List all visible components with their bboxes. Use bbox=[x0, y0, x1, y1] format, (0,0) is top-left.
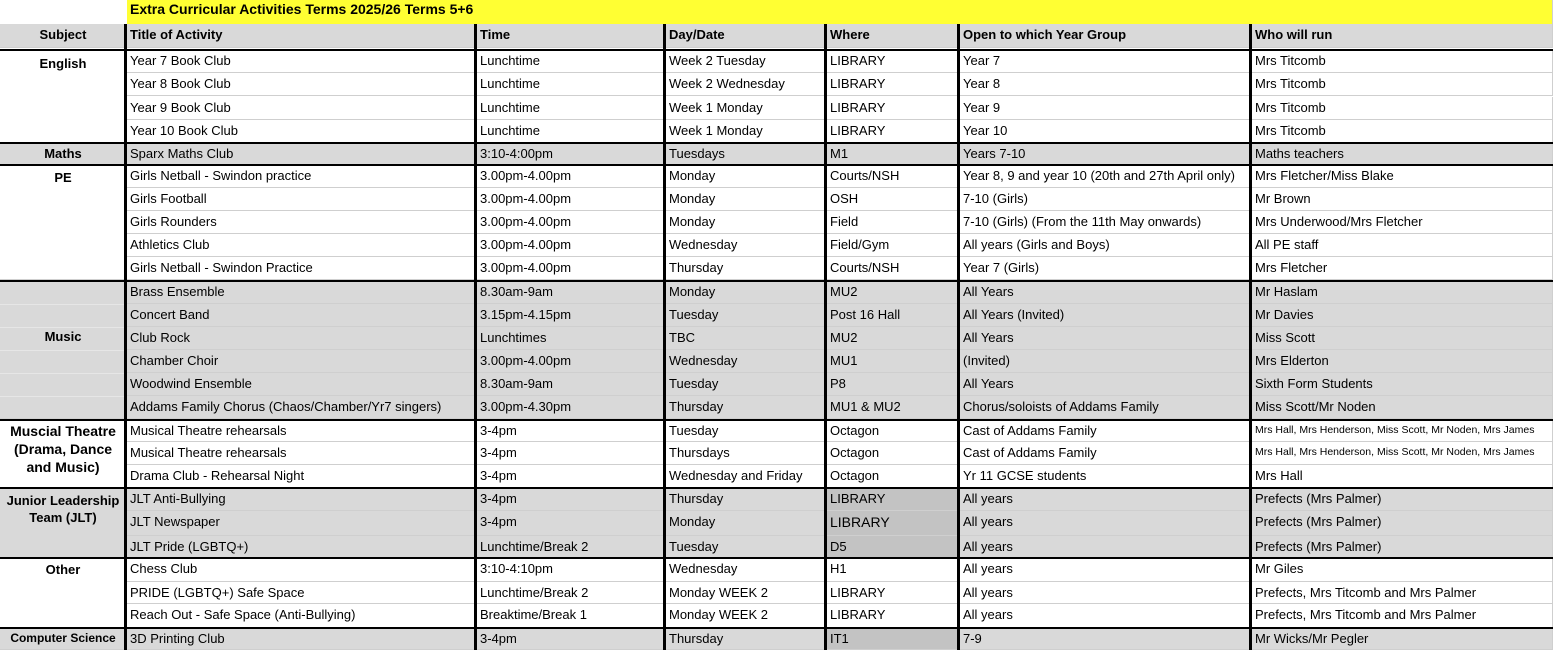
cell-year-group[interactable]: Yr 11 GCSE students bbox=[960, 465, 1252, 488]
cell-run-by[interactable]: Mr Brown bbox=[1252, 188, 1553, 211]
cell-day[interactable]: Week 2 Wednesday bbox=[666, 73, 827, 96]
cell-time[interactable]: 8.30am-9am bbox=[477, 281, 666, 304]
cell-time[interactable]: 3.00pm-4.00pm bbox=[477, 257, 666, 280]
cell-activity-title[interactable]: Sparx Maths Club bbox=[127, 143, 477, 165]
cell-activity-title[interactable]: Girls Rounders bbox=[127, 211, 477, 234]
cell-location[interactable]: Octagon bbox=[827, 442, 960, 465]
cell-time[interactable]: 3.00pm-4.00pm bbox=[477, 165, 666, 188]
cell-run-by[interactable]: Mr Giles bbox=[1252, 558, 1553, 582]
cell-run-by[interactable]: Mrs Titcomb bbox=[1252, 50, 1553, 73]
cell-time[interactable]: 3-4pm bbox=[477, 488, 666, 511]
corner-cell[interactable] bbox=[0, 0, 127, 24]
cell-location[interactable]: Octagon bbox=[827, 465, 960, 488]
cell-year-group[interactable]: 7-9 bbox=[960, 628, 1252, 650]
sheet-title[interactable]: Extra Curricular Activities Terms 2025/26 Terms 5+6 bbox=[127, 0, 1553, 24]
group-divider bbox=[0, 557, 1553, 559]
cell-activity-title[interactable]: JLT Anti-Bullying bbox=[127, 488, 477, 511]
cell-location[interactable]: Courts/NSH bbox=[827, 165, 960, 188]
music-row-divider bbox=[0, 396, 127, 397]
subject-other[interactable]: Other bbox=[0, 558, 127, 628]
cell-activity-title[interactable]: Year 10 Book Club bbox=[127, 120, 477, 143]
subject-theatre-line: Muscial Theatre bbox=[10, 423, 116, 439]
cell-year-group[interactable]: All years (Girls and Boys) bbox=[960, 234, 1252, 257]
cell-day[interactable]: Monday bbox=[666, 188, 827, 211]
cell-run-by[interactable]: Mrs Titcomb bbox=[1252, 120, 1553, 143]
cell-activity-title[interactable]: Girls Netball - Swindon practice bbox=[127, 165, 477, 188]
header-day[interactable]: Day/Date bbox=[666, 24, 827, 48]
cell-run-by[interactable]: Mr Haslam bbox=[1252, 281, 1553, 304]
group-divider bbox=[0, 419, 1553, 421]
music-row-divider bbox=[0, 373, 127, 374]
header-activity-title[interactable]: Title of Activity bbox=[127, 24, 477, 48]
cell-location[interactable]: MU2 bbox=[827, 327, 960, 350]
cell-location[interactable]: Field bbox=[827, 211, 960, 234]
cell-time[interactable]: Lunchtimes bbox=[477, 327, 666, 350]
cell-year-group[interactable]: Year 9 bbox=[960, 97, 1252, 120]
cell-location[interactable]: LIBRARY bbox=[827, 604, 960, 628]
cell-run-by[interactable]: Mrs Hall, Mrs Henderson, Miss Scott, Mr Noden, Mrs James bbox=[1252, 442, 1553, 465]
cell-day[interactable]: Tuesday bbox=[666, 373, 827, 396]
cell-location[interactable]: M1 bbox=[827, 143, 960, 165]
subject-theatre[interactable] bbox=[0, 420, 127, 488]
cell-year-group[interactable]: All years bbox=[960, 604, 1252, 628]
cell-time[interactable]: 3-4pm bbox=[477, 442, 666, 465]
cell-year-group[interactable]: Year 10 bbox=[960, 120, 1252, 143]
subject-cs[interactable]: Computer Science bbox=[0, 628, 127, 650]
cell-day[interactable]: Wednesday bbox=[666, 558, 827, 582]
group-divider bbox=[0, 487, 1553, 489]
cell-day[interactable]: Thursdays bbox=[666, 442, 827, 465]
cell-day[interactable]: Thursday bbox=[666, 396, 827, 419]
cell-activity-title[interactable]: Athletics Club bbox=[127, 234, 477, 257]
cell-location[interactable]: MU1 bbox=[827, 350, 960, 373]
cell-run-by[interactable]: Prefects (Mrs Palmer) bbox=[1252, 488, 1553, 511]
music-row-divider bbox=[0, 350, 127, 351]
cell-location[interactable]: Field/Gym bbox=[827, 234, 960, 257]
cell-activity-title[interactable]: JLT Newspaper bbox=[127, 511, 477, 536]
cell-run-by[interactable]: Maths teachers bbox=[1252, 143, 1553, 165]
cell-run-by[interactable]: Prefects (Mrs Palmer) bbox=[1252, 511, 1553, 536]
group-divider bbox=[0, 142, 1553, 144]
cell-day[interactable]: Monday WEEK 2 bbox=[666, 582, 827, 604]
subject-english[interactable]: English bbox=[0, 50, 127, 143]
cell-location[interactable]: LIBRARY bbox=[827, 582, 960, 604]
cell-time[interactable]: 3.00pm-4.00pm bbox=[477, 234, 666, 257]
cell-run-by[interactable]: Mr Wicks/Mr Pegler bbox=[1252, 628, 1553, 650]
cell-location[interactable]: Courts/NSH bbox=[827, 257, 960, 280]
cell-day[interactable]: Tuesday bbox=[666, 304, 827, 327]
cell-year-group[interactable]: 7-10 (Girls) bbox=[960, 188, 1252, 211]
cell-activity-title[interactable]: Addams Family Chorus (Chaos/Chamber/Yr7 singers) bbox=[127, 396, 477, 419]
cell-location[interactable]: LIBRARY bbox=[827, 50, 960, 73]
cell-year-group[interactable]: All years bbox=[960, 558, 1252, 582]
subject-theatre-line: (Drama, Dance bbox=[13, 441, 113, 457]
header-run-by[interactable]: Who will run bbox=[1252, 24, 1553, 48]
cell-location[interactable]: D5 bbox=[827, 536, 960, 558]
group-divider bbox=[0, 627, 1553, 629]
cell-time[interactable]: 3-4pm bbox=[477, 420, 666, 442]
cell-time[interactable]: 3:10-4:00pm bbox=[477, 143, 666, 165]
cell-day[interactable]: TBC bbox=[666, 327, 827, 350]
cell-year-group[interactable]: 7-10 (Girls) (From the 11th May onwards) bbox=[960, 211, 1252, 234]
cell-year-group[interactable]: All Years bbox=[960, 327, 1252, 350]
cell-year-group[interactable]: All years bbox=[960, 536, 1252, 558]
cell-location[interactable]: LIBRARY bbox=[827, 97, 960, 120]
cell-run-by[interactable]: Mrs Hall, Mrs Henderson, Miss Scott, Mr Noden, Mrs James bbox=[1252, 420, 1553, 442]
cell-year-group[interactable]: All years bbox=[960, 511, 1252, 536]
subject-music[interactable]: Music bbox=[0, 281, 127, 419]
cell-time[interactable]: 3.15pm-4.15pm bbox=[477, 304, 666, 327]
cell-day[interactable]: Thursday bbox=[666, 488, 827, 511]
group-divider bbox=[0, 164, 1553, 166]
cell-activity-title[interactable]: Musical Theatre rehearsals bbox=[127, 442, 477, 465]
cell-run-by[interactable]: Prefects (Mrs Palmer) bbox=[1252, 536, 1553, 558]
header-subject[interactable]: Subject bbox=[0, 24, 127, 48]
cell-activity-title[interactable]: JLT Pride (LGBTQ+) bbox=[127, 536, 477, 558]
cell-time[interactable]: 8.30am-9am bbox=[477, 373, 666, 396]
cell-location[interactable]: Octagon bbox=[827, 420, 960, 442]
cell-activity-title[interactable]: PRIDE (LGBTQ+) Safe Space bbox=[127, 582, 477, 604]
cell-run-by[interactable]: Mrs Elderton bbox=[1252, 350, 1553, 373]
cell-location[interactable]: H1 bbox=[827, 558, 960, 582]
cell-time[interactable]: 3.00pm-4.30pm bbox=[477, 396, 666, 419]
cell-year-group[interactable]: Cast of Addams Family bbox=[960, 442, 1252, 465]
cell-year-group[interactable]: Year 8, 9 and year 10 (20th and 27th April only) bbox=[960, 165, 1252, 188]
cell-day[interactable]: Monday bbox=[666, 211, 827, 234]
cell-activity-title[interactable]: Concert Band bbox=[127, 304, 477, 327]
cell-run-by[interactable]: Miss Scott/Mr Noden bbox=[1252, 396, 1553, 419]
cell-day[interactable]: Monday WEEK 2 bbox=[666, 604, 827, 628]
cell-year-group[interactable]: Years 7-10 bbox=[960, 143, 1252, 165]
header-location[interactable]: Where bbox=[827, 24, 960, 48]
cell-time[interactable]: 3-4pm bbox=[477, 628, 666, 650]
cell-location[interactable]: MU1 & MU2 bbox=[827, 396, 960, 419]
cell-location[interactable]: MU2 bbox=[827, 281, 960, 304]
cell-day[interactable]: Thursday bbox=[666, 628, 827, 650]
cell-time[interactable]: 3-4pm bbox=[477, 465, 666, 488]
cell-time[interactable]: 3.00pm-4.00pm bbox=[477, 350, 666, 373]
cell-time[interactable]: Lunchtime/Break 2 bbox=[477, 582, 666, 604]
cell-year-group[interactable]: All years bbox=[960, 488, 1252, 511]
subject-jlt-line: Team (JLT) bbox=[29, 510, 97, 525]
cell-activity-title[interactable]: Girls Football bbox=[127, 188, 477, 211]
cell-location[interactable]: IT1 bbox=[827, 628, 960, 650]
cell-run-by[interactable]: Mrs Hall bbox=[1252, 465, 1553, 488]
cell-run-by[interactable]: All PE staff bbox=[1252, 234, 1553, 257]
cell-year-group[interactable]: Year 7 (Girls) bbox=[960, 257, 1252, 280]
cell-run-by[interactable]: Mr Davies bbox=[1252, 304, 1553, 327]
subject-pe[interactable]: PE bbox=[0, 165, 127, 280]
cell-time[interactable]: Breaktime/Break 1 bbox=[477, 604, 666, 628]
cell-location[interactable]: LIBRARY bbox=[827, 120, 960, 143]
cell-location[interactable]: LIBRARY bbox=[827, 511, 960, 536]
cell-year-group[interactable]: All Years bbox=[960, 373, 1252, 396]
cell-day[interactable]: Tuesday bbox=[666, 536, 827, 558]
cell-run-by[interactable]: Mrs Underwood/Mrs Fletcher bbox=[1252, 211, 1553, 234]
cell-year-group[interactable]: All Years (Invited) bbox=[960, 304, 1252, 327]
cell-day[interactable]: Wednesday bbox=[666, 350, 827, 373]
cell-time[interactable]: Lunchtime bbox=[477, 97, 666, 120]
cell-activity-title[interactable]: Year 8 Book Club bbox=[127, 73, 477, 96]
cell-activity-title[interactable]: Musical Theatre rehearsals bbox=[127, 420, 477, 442]
cell-year-group[interactable]: Year 8 bbox=[960, 73, 1252, 96]
cell-day[interactable]: Monday bbox=[666, 165, 827, 188]
cell-day[interactable]: Wednesday and Friday bbox=[666, 465, 827, 488]
cell-activity-title[interactable]: Year 9 Book Club bbox=[127, 97, 477, 120]
cell-location[interactable]: OSH bbox=[827, 188, 960, 211]
header-year-group[interactable]: Open to which Year Group bbox=[960, 24, 1252, 48]
cell-time[interactable]: 3.00pm-4.00pm bbox=[477, 188, 666, 211]
group-divider bbox=[0, 49, 1553, 51]
cell-day[interactable]: Wednesday bbox=[666, 234, 827, 257]
music-row-divider bbox=[0, 304, 127, 305]
cell-run-by[interactable]: Mrs Titcomb bbox=[1252, 97, 1553, 120]
cell-day[interactable]: Tuesdays bbox=[666, 143, 827, 165]
cell-day[interactable]: Week 1 Monday bbox=[666, 120, 827, 143]
cell-time[interactable]: Lunchtime bbox=[477, 120, 666, 143]
cell-year-group[interactable]: Cast of Addams Family bbox=[960, 420, 1252, 442]
cell-run-by[interactable]: Sixth Form Students bbox=[1252, 373, 1553, 396]
cell-year-group[interactable]: All years bbox=[960, 582, 1252, 604]
cell-time[interactable]: Lunchtime bbox=[477, 50, 666, 73]
cell-location[interactable]: LIBRARY bbox=[827, 73, 960, 96]
cell-day[interactable]: Monday bbox=[666, 511, 827, 536]
cell-run-by[interactable]: Prefects, Mrs Titcomb and Mrs Palmer bbox=[1252, 604, 1553, 628]
cell-year-group[interactable]: (Invited) bbox=[960, 350, 1252, 373]
cell-activity-title[interactable]: 3D Printing Club bbox=[127, 628, 477, 650]
cell-day[interactable]: Tuesday bbox=[666, 420, 827, 442]
cell-year-group[interactable]: Chorus/soloists of Addams Family bbox=[960, 396, 1252, 419]
cell-time[interactable]: 3:10-4:10pm bbox=[477, 558, 666, 582]
cell-year-group[interactable]: All Years bbox=[960, 281, 1252, 304]
cell-day[interactable]: Week 1 Monday bbox=[666, 97, 827, 120]
cell-activity-title[interactable]: Chess Club bbox=[127, 558, 477, 582]
subject-jlt[interactable] bbox=[0, 488, 127, 558]
cell-time[interactable]: 3.00pm-4.00pm bbox=[477, 211, 666, 234]
cell-location[interactable]: LIBRARY bbox=[827, 488, 960, 511]
cell-time[interactable]: Lunchtime bbox=[477, 73, 666, 96]
subject-jlt-line: Junior Leadership bbox=[6, 493, 120, 508]
cell-activity-title[interactable]: Drama Club - Rehearsal Night bbox=[127, 465, 477, 488]
cell-day[interactable]: Thursday bbox=[666, 257, 827, 280]
cell-year-group[interactable]: Year 7 bbox=[960, 50, 1252, 73]
cell-activity-title[interactable]: Year 7 Book Club bbox=[127, 50, 477, 73]
cell-location[interactable]: Post 16 Hall bbox=[827, 304, 960, 327]
cell-day[interactable]: Week 2 Tuesday bbox=[666, 50, 827, 73]
subject-theatre-line: and Music) bbox=[26, 459, 100, 475]
cell-run-by[interactable]: Miss Scott bbox=[1252, 327, 1553, 350]
cell-time[interactable]: Lunchtime/Break 2 bbox=[477, 536, 666, 558]
cell-run-by[interactable]: Mrs Titcomb bbox=[1252, 73, 1553, 96]
cell-location[interactable]: P8 bbox=[827, 373, 960, 396]
cell-activity-title[interactable]: Brass Ensemble bbox=[127, 281, 477, 304]
music-row-divider bbox=[0, 327, 127, 328]
cell-run-by[interactable]: Prefects, Mrs Titcomb and Mrs Palmer bbox=[1252, 582, 1553, 604]
cell-run-by[interactable]: Mrs Fletcher bbox=[1252, 257, 1553, 280]
group-divider bbox=[0, 280, 1553, 282]
cell-activity-title[interactable]: Chamber Choir bbox=[127, 350, 477, 373]
cell-run-by[interactable]: Mrs Fletcher/Miss Blake bbox=[1252, 165, 1553, 188]
cell-activity-title[interactable]: Club Rock bbox=[127, 327, 477, 350]
subject-maths[interactable]: Maths bbox=[0, 143, 127, 165]
cell-activity-title[interactable]: Woodwind Ensemble bbox=[127, 373, 477, 396]
cell-time[interactable]: 3-4pm bbox=[477, 511, 666, 536]
cell-activity-title[interactable]: Reach Out - Safe Space (Anti-Bullying) bbox=[127, 604, 477, 628]
header-time[interactable]: Time bbox=[477, 24, 666, 48]
cell-activity-title[interactable]: Girls Netball - Swindon Practice bbox=[127, 257, 477, 280]
cell-day[interactable]: Monday bbox=[666, 281, 827, 304]
